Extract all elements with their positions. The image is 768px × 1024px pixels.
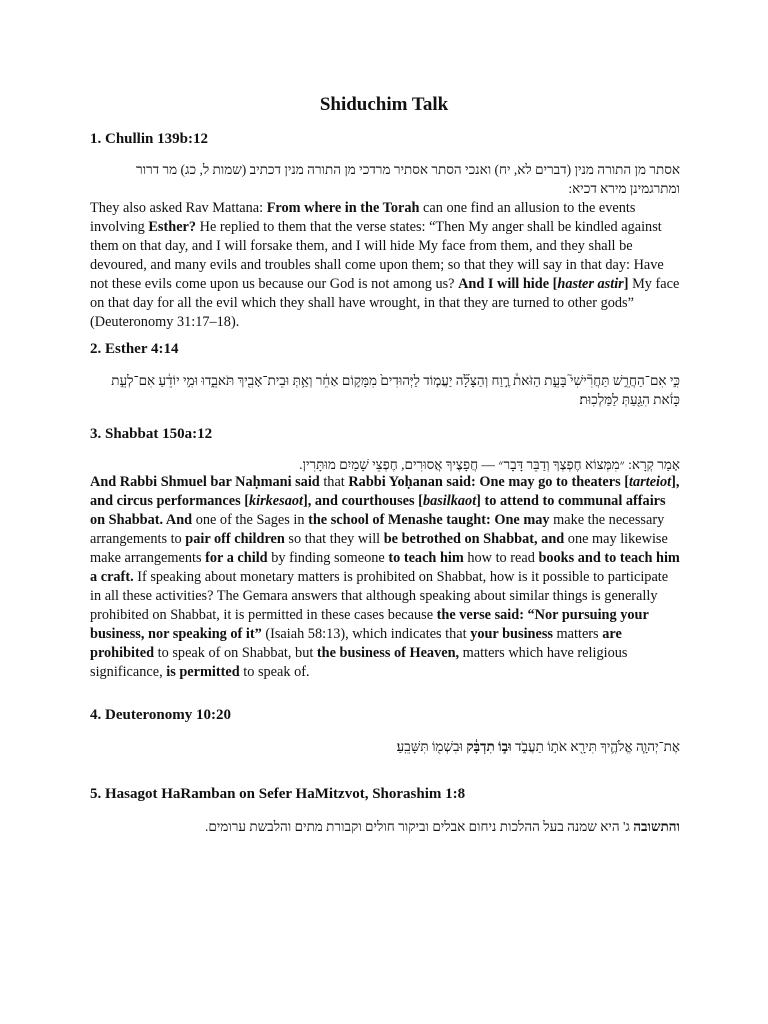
text-run: Rabbi Yoḥanan said: One may go to theaters [ — [348, 474, 630, 490]
hebrew-text-4 — [90, 737, 680, 756]
text-run: to speak of on Shabbat, but — [154, 645, 317, 661]
text-run: kirkesaot — [248, 493, 303, 509]
text-run: the verse said: “Nor pursuing your business, nor speaking of it” — [90, 607, 649, 642]
text-run: pair off children — [185, 531, 285, 547]
section-heading-2: 2. Esther 4:14 — [90, 341, 179, 357]
text-run: matters — [552, 626, 603, 642]
text-run: is permitted — [166, 664, 240, 680]
text-run: can one find an allusion to the events involving — [90, 200, 636, 235]
hebrew-text-3: אָמַר קְרָא: ״מִמְּצוֹא חֶפְצְךָ וְדַבֵּר דָּבָר״ — חֲפָצֶיךָ אֲסוּרִים, חֶפְצֵי שָׁמַיִם מוּתָּרִין. — [299, 457, 680, 472]
text-run: ], and courthouses [ — [302, 493, 423, 509]
page-title: Shiduchim Talk — [319, 94, 449, 115]
text-run: (Isaiah 58:13), which indicates that — [261, 626, 471, 642]
text-run: tarteiot — [629, 474, 672, 490]
hebrew-text-5 — [90, 817, 680, 836]
text-run: haster astir — [557, 276, 624, 292]
section-heading-1: 1. Chullin 139b:12 — [90, 131, 208, 147]
text-run: ], and circus performances [ — [90, 474, 680, 509]
text-run: to speak of. — [239, 664, 310, 680]
text-run: basilkaot — [422, 493, 477, 509]
text-run: one of the Sages in — [192, 512, 309, 528]
text-run: וּבִשְׁמ֖וֹ תִּשָּׁבֵֽעַ׃ — [396, 739, 467, 754]
english-text-3 — [90, 473, 680, 682]
text-run: books and to teach him a craft. — [90, 550, 680, 585]
text-run: ג' היא שמנה בעל ההלכות ניחום אבלים וביקור חולים וקבורת מתים והלבשת ערומים. — [204, 819, 634, 834]
text-run: ] to attend to communal affairs on Shabbat. And — [90, 493, 666, 528]
text-run: so that they will — [284, 531, 384, 547]
text-run: ] — [623, 276, 629, 292]
section-heading-5: 5. Hasagot HaRamban on Sefer HaMitzvot, Shorashim 1:8 — [90, 786, 466, 802]
text-run: וּב֣וֹ תִדְבָּ֔ק — [466, 739, 512, 754]
text-run: that — [319, 474, 349, 490]
text-run: He replied to them that the verse states: “Then My anger shall be kindled against them on that day, and I will forsake them, and I will hide My face from them, and they shall be devoured, and many evils and troubles shall come upon them; so that they will say in that day: Have not these evils come upon us because our God is not among us? — [90, 219, 664, 292]
text-run: the business of Heaven, — [316, 645, 460, 661]
text-run: And Rabbi Shmuel bar Naḥmani said — [90, 474, 320, 490]
text-run: matters which have religious significance, — [90, 645, 628, 680]
hebrew-text-2: כִּ֣י אִם־הַחֲרֵ֣שׁ תַּחֲרִ֘ישִׁי֮ בָּעֵ֣ת הַזֹּאת֒ רֶ֣וַח וְהַצָּלָ֞ה יַעֲמ֤וֹד לַיְּהוּדִים֙ מִמָּק֣וֹם אַחֵ֔ר וְאַ֥תְּ וּבֵית־אָבִ֖יךְ תֹּאבֵ֑דוּ וּמִ֣י יוֹדֵ֔עַ אִם־לְעֵ֣ת כָּזֹ֔את הִגַּ֖עַתְּ לַמַּלְכֽוּת׃ — [111, 373, 680, 407]
text-run: for a child — [205, 550, 268, 566]
section-heading-3: 3. Shabbat 150a:12 — [90, 426, 213, 442]
text-run: be betrothed on Shabbat, and — [383, 531, 565, 547]
text-run: If speaking about monetary matters is prohibited on Shabbat, how is it possible to participate in all these activities? The Gemara answers that although speaking about similar things is generally prohibited on Shabbat, it is permitted in these cases because — [90, 569, 669, 623]
text-run: אֶת־יְהוָ֧ה אֱלֹהֶ֛יךָ תִּירָ֖א אֹת֣וֹ תַעֲבֹ֑ד — [511, 739, 680, 754]
text-run: From where in the Torah — [266, 200, 420, 216]
text-run: והתשובה — [633, 819, 680, 834]
text-run: by finding someone — [267, 550, 389, 566]
text-run: the school of Menashe taught: One may — [308, 512, 550, 528]
text-run: one may likewise make arrangements — [90, 531, 668, 566]
section-heading-4: 4. Deuteronomy 10:20 — [90, 707, 231, 723]
text-run: make the necessary arrangements to — [90, 512, 665, 547]
text-run: My face on that day for all the evil which they shall have wrought, in that they are turned to other gods” (Deuteronomy 31:17–18). — [90, 276, 680, 330]
text-run: how to read — [463, 550, 539, 566]
hebrew-text-1: אסתר מן התורה מנין (דברים לא, יח) ואנכי הסתר אסתיר מרדכי מן התורה מנין דכתיב (שמות ל, כג) מר דרור ומתרגמינן מירא דכיא: — [135, 162, 680, 196]
text-run: And I will hide [ — [458, 276, 558, 292]
text-run: Esther? — [148, 219, 197, 235]
text-run: to teach him — [388, 550, 464, 566]
english-text-1 — [90, 199, 680, 332]
text-run: are prohibited — [90, 626, 622, 661]
text-run: They also asked Rav Mattana: — [90, 200, 267, 216]
text-run: your business — [470, 626, 553, 642]
